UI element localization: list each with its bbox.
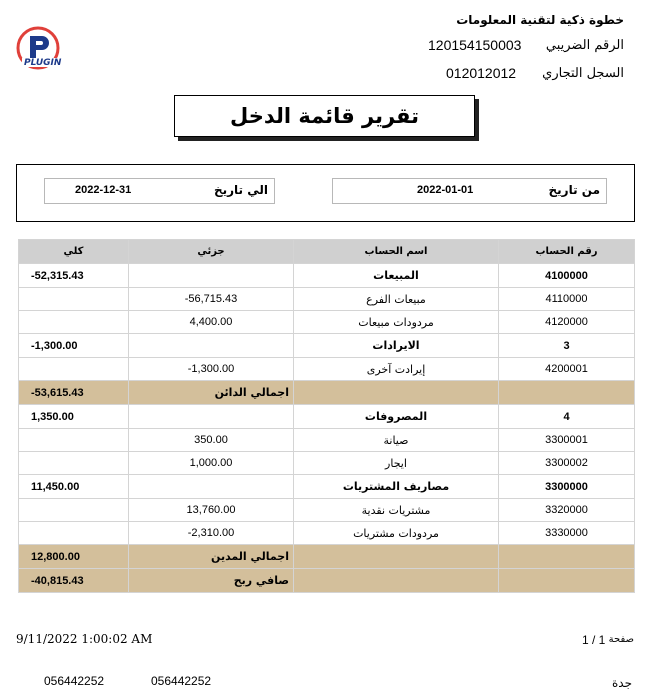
- tax-number-label: الرقم الضريبي: [545, 38, 624, 53]
- from-date-label: من تاريخ: [548, 183, 600, 197]
- cell-account-name: مردودات مبيعات: [294, 311, 499, 334]
- income-statement-table: [18, 239, 635, 593]
- cell-account-number: 3300002: [499, 452, 635, 475]
- cell-account-number: 3300001: [499, 429, 635, 452]
- table-row: [19, 311, 635, 334]
- cell-account-name: المبيعات: [294, 264, 499, 288]
- cell-partial: [129, 475, 294, 499]
- city: جدة: [611, 676, 632, 690]
- header-account-name: اسم الحساب: [294, 240, 499, 264]
- tax-number-value: 120154150003: [428, 37, 522, 53]
- cell-total: 11,450.00: [19, 475, 129, 499]
- header-total: كلي: [19, 240, 129, 264]
- cell-account-name: المصروفات: [294, 405, 499, 429]
- cell-partial: 350.00: [129, 429, 294, 452]
- cell-total: -53,615.43: [19, 381, 129, 405]
- page-number: 1 / 1: [582, 633, 606, 647]
- cell-account-name: الايرادات: [294, 334, 499, 358]
- cell-partial: -56,715.43: [129, 288, 294, 311]
- header-account-number: رقم الحساب: [499, 240, 635, 264]
- to-date-value: 2022-12-31: [75, 184, 132, 196]
- cell-account-number: 3: [499, 334, 635, 358]
- table-row: [19, 545, 635, 569]
- to-date-field[interactable]: [44, 178, 275, 204]
- table-row: [19, 475, 635, 499]
- cell-summary-label: اجمالي المدين: [129, 545, 294, 569]
- header-partial: جزئي: [129, 240, 294, 264]
- phone-number: 056442252: [44, 674, 105, 688]
- cell-account-name: مبيعات الفرع: [294, 288, 499, 311]
- table-row: [19, 288, 635, 311]
- page-label: صفحة: [608, 634, 634, 645]
- to-date-label: الي تاريخ: [213, 183, 268, 197]
- table-row: [19, 381, 635, 405]
- cell-account-name: ايجار: [294, 452, 499, 475]
- table-row: [19, 452, 635, 475]
- cell-account-name: [294, 569, 499, 593]
- cell-partial: [129, 264, 294, 288]
- cell-total: -40,815.43: [19, 569, 129, 593]
- cell-partial: 1,000.00: [129, 452, 294, 475]
- table-header: [19, 240, 635, 264]
- cell-partial: -2,310.00: [129, 522, 294, 545]
- table-row: [19, 264, 635, 288]
- cell-total: 1,350.00: [19, 405, 129, 429]
- cell-total: [19, 499, 129, 522]
- cell-partial: 13,760.00: [129, 499, 294, 522]
- cell-account-name: إيرادت آخرى: [294, 358, 499, 381]
- date-range-frame: [16, 164, 635, 222]
- cell-account-number: 4120000: [499, 311, 635, 334]
- cell-account-name: مصاريف المشتريات: [294, 475, 499, 499]
- table-row: [19, 405, 635, 429]
- cell-total: [19, 429, 129, 452]
- company-name: خطوة ذكية لتقنية المعلومات: [456, 13, 624, 27]
- table-row: [19, 358, 635, 381]
- cell-account-name: مردودات مشتريات: [294, 522, 499, 545]
- cell-account-number: [499, 545, 635, 569]
- company-logo: [14, 24, 72, 72]
- svg-text:PLUGIN: PLUGIN: [24, 58, 62, 68]
- cell-total: -1,300.00: [19, 334, 129, 358]
- table-row: [19, 522, 635, 545]
- phone-number: 056442252: [151, 674, 212, 688]
- commercial-register-label: السجل التجاري: [542, 66, 624, 81]
- from-date-field[interactable]: [332, 178, 607, 204]
- table-row: [19, 429, 635, 452]
- table-row: [19, 569, 635, 593]
- cell-total: 12,800.00: [19, 545, 129, 569]
- commercial-register-value: 012012012: [446, 65, 517, 81]
- cell-partial: 4,400.00: [129, 311, 294, 334]
- cell-partial: [129, 405, 294, 429]
- cell-total: [19, 288, 129, 311]
- cell-account-number: 4200001: [499, 358, 635, 381]
- cell-summary-label: صافي ربح: [129, 569, 294, 593]
- cell-account-number: 3300000: [499, 475, 635, 499]
- cell-total: [19, 358, 129, 381]
- cell-account-number: [499, 569, 635, 593]
- cell-account-number: 4100000: [499, 264, 635, 288]
- cell-account-name: [294, 545, 499, 569]
- report-title: تقرير قائمة الدخل: [174, 95, 475, 137]
- cell-summary-label: اجمالي الدائن: [129, 381, 294, 405]
- cell-account-number: 4110000: [499, 288, 635, 311]
- cell-account-number: 3320000: [499, 499, 635, 522]
- cell-account-name: [294, 381, 499, 405]
- print-timestamp: 9/11/2022 1:00:02 AM: [16, 632, 153, 646]
- from-date-value: 2022-01-01: [417, 184, 474, 196]
- cell-partial: -1,300.00: [129, 358, 294, 381]
- cell-total: [19, 452, 129, 475]
- cell-total: [19, 311, 129, 334]
- cell-account-name: صيانة: [294, 429, 499, 452]
- cell-total: -52,315.43: [19, 264, 129, 288]
- cell-total: [19, 522, 129, 545]
- cell-account-number: 4: [499, 405, 635, 429]
- table-row: [19, 334, 635, 358]
- cell-account-number: 3330000: [499, 522, 635, 545]
- cell-partial: [129, 334, 294, 358]
- table-row: [19, 499, 635, 522]
- cell-account-name: مشتريات نقدية: [294, 499, 499, 522]
- cell-account-number: [499, 381, 635, 405]
